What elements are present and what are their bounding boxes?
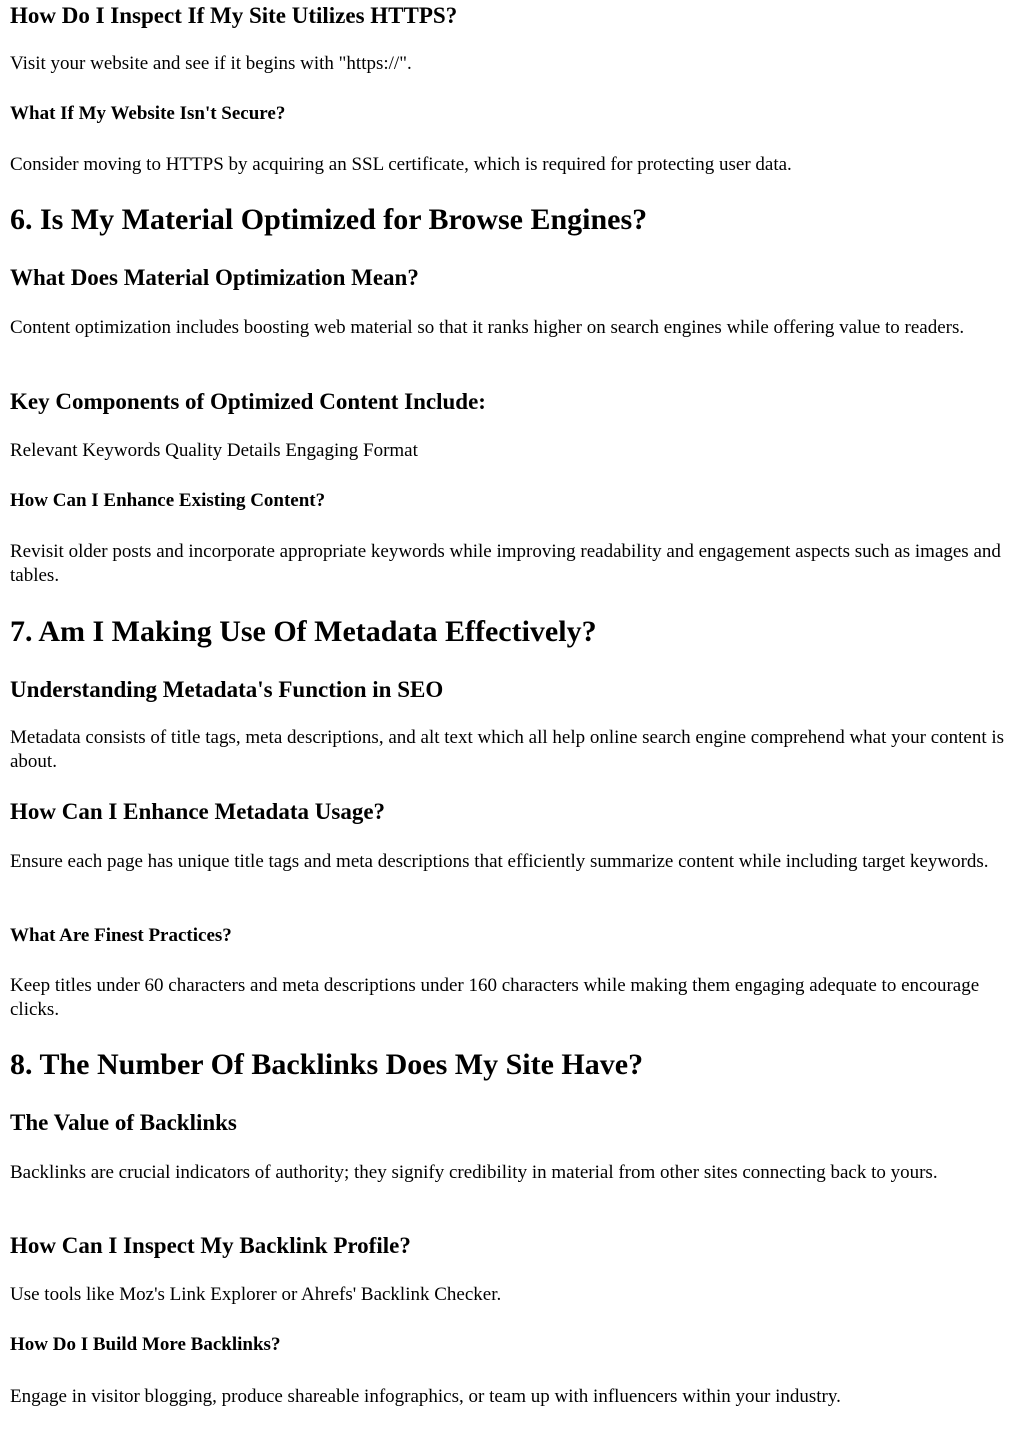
paragraph-optimization-meaning: Content optimization includes boosting web material so that it ranks higher on search engines while offering value to readers. xyxy=(10,317,965,338)
heading-metadata-function: Understanding Metadata's Function in SEO xyxy=(10,677,444,702)
section-heading-8: 8. The Number Of Backlinks Does My Site Have? xyxy=(10,1048,644,1081)
heading-metadata-usage: How Can I Enhance Metadata Usage? xyxy=(10,799,386,824)
paragraph-backlink-value: Backlinks are crucial indicators of authority; they signify credibility in material from other sites connecting back to yours. xyxy=(10,1162,938,1183)
section-heading-7: 7. Am I Making Use Of Metadata Effectively? xyxy=(10,615,597,648)
paragraph-enhance-content: Revisit older posts and incorporate appropriate keywords while improving readability and engagement aspects such as images and tables. xyxy=(10,541,1001,586)
heading-optimization-meaning: What Does Material Optimization Mean? xyxy=(10,265,419,290)
paragraph-best-practices: Keep titles under 60 characters and meta descriptions under 160 characters while making them engaging adequate to encourage clicks. xyxy=(10,975,980,1020)
section-heading-6: 6. Is My Material Optimized for Browse Engines? xyxy=(10,203,648,236)
paragraph-https-check: Visit your website and see if it begins with "https://". xyxy=(10,53,412,74)
paragraph-site-not-secure: Consider moving to HTTPS by acquiring an SSL certificate, which is required for protecting user data. xyxy=(10,154,792,175)
heading-backlink-value: The Value of Backlinks xyxy=(10,1110,237,1135)
paragraph-key-components: Relevant Keywords Quality Details Engaging Format xyxy=(10,440,418,461)
heading-best-practices: What Are Finest Practices? xyxy=(10,925,232,946)
paragraph-metadata-function: Metadata consists of title tags, meta descriptions, and alt text which all help online search engine comprehend what your content is about. xyxy=(10,727,1005,772)
heading-backlink-profile: How Can I Inspect My Backlink Profile? xyxy=(10,1233,411,1258)
heading-enhance-content: How Can I Enhance Existing Content? xyxy=(10,490,326,511)
heading-site-not-secure: What If My Website Isn't Secure? xyxy=(10,103,286,124)
paragraph-metadata-usage: Ensure each page has unique title tags and meta descriptions that efficiently summarize content while including target keywords. xyxy=(10,851,989,872)
heading-key-components: Key Components of Optimized Content Include: xyxy=(10,389,486,414)
heading-build-backlinks: How Do I Build More Backlinks? xyxy=(10,1334,281,1355)
heading-https-check: How Do I Inspect If My Site Utilizes HTTPS? xyxy=(10,3,458,28)
paragraph-backlink-profile: Use tools like Moz's Link Explorer or Ahrefs' Backlink Checker. xyxy=(10,1284,502,1305)
paragraph-build-backlinks: Engage in visitor blogging, produce shareable infographics, or team up with influencers within your industry. xyxy=(10,1386,841,1407)
